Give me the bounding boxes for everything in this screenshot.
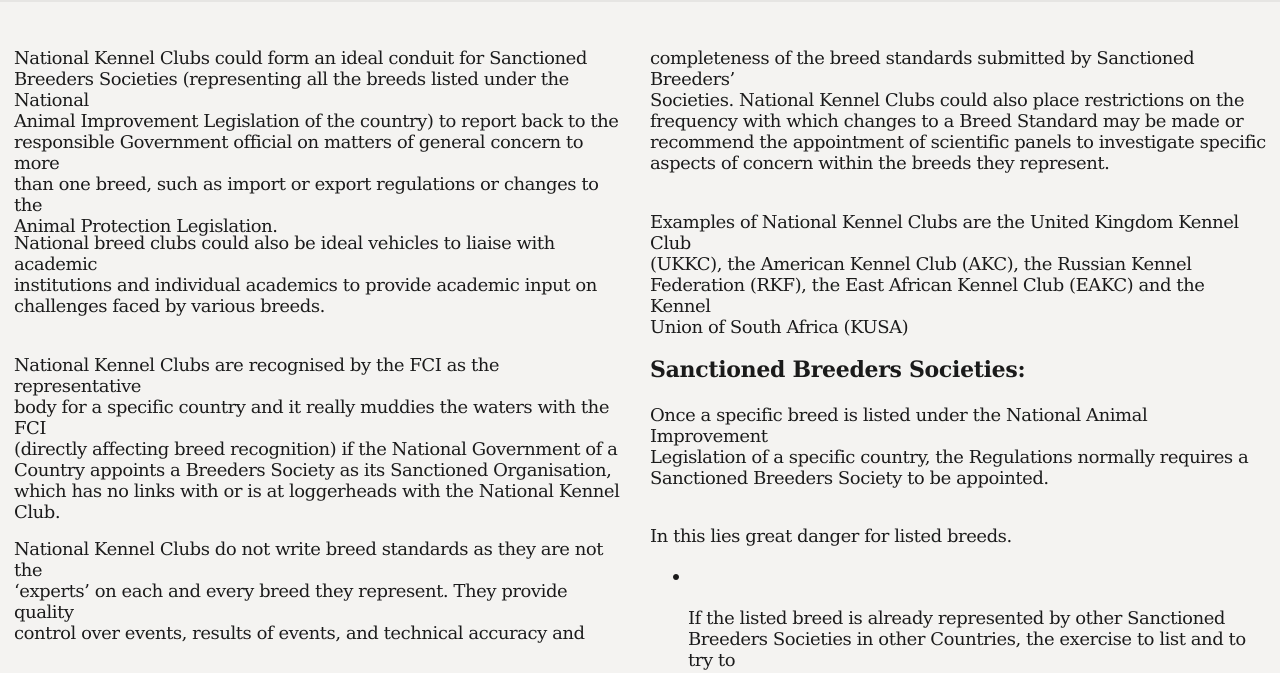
paragraph-breed-listing: Once a specific breed is listed under the National Animal Improvement Legislation of a specific country, the Regulations normally requires a Sanctioned Breeders Society to be appointed.	[650, 405, 1249, 489]
paragraph-breed-clubs-academic: National breed clubs could also be ideal vehicles to liaise with academic institutions and individual academics to provide academic input on challenges faced by various breeds.	[14, 233, 597, 317]
paragraph-kennel-club-examples: Examples of National Kennel Clubs are the United Kingdom Kennel Club (UKKC), the American Kennel Club (AKC), the Russian Kennel Federation (RKF), the East African Kennel Club (EAKC) and the Kennel Union of South Africa (KUSA)	[650, 212, 1239, 338]
paragraph-kennel-clubs-conduit: National Kennel Clubs could form an ideal conduit for Sanctioned Breeders Societies (representing all the breeds listed under the National Animal Improvement Legislation of the country) to report back to the responsible Government official on matters of general concern to more than one breed, such as import or export regulations or changes to the Animal Protection Legislation.	[14, 48, 619, 237]
section-heading: Sanctioned Breeders Societies:	[650, 357, 1026, 383]
list-item-text: If the listed breed is already represented by other Sanctioned Breeders Societies in other Countries, the exercise to list and to try to	[688, 608, 1246, 671]
list-item	[650, 566, 1270, 671]
paragraph-breed-standards: National Kennel Clubs do not write breed standards as they are not the ‘experts’ on each and every breed they represent. They provide quality control over events, results of events, and technical accuracy and	[14, 539, 604, 644]
bullet-list	[650, 566, 1270, 671]
paragraph-fci-recognition: National Kennel Clubs are recognised by the FCI as the representative body for a specific country and it really muddies the waters with the FCI (directly affecting breed recognition) if the National Government of a Country appoints a Breeders Society as its Sanctioned Organisation, which has no links with or is at loggerheads with the National Kennel Club.	[14, 355, 620, 523]
bullet-dot-icon	[673, 574, 679, 580]
paragraph-great-danger: In this lies great danger for listed breeds.	[650, 526, 1012, 547]
top-divider	[0, 0, 1280, 2]
paragraph-standards-completeness: completeness of the breed standards submitted by Sanctioned Breeders’ Societies. National Kennel Clubs could also place restrictions on the frequency with which changes to a Breed Standard may be made or recommend the appointment of scientific panels to investigate specific aspects of concern within the breeds they represent.	[650, 48, 1266, 174]
